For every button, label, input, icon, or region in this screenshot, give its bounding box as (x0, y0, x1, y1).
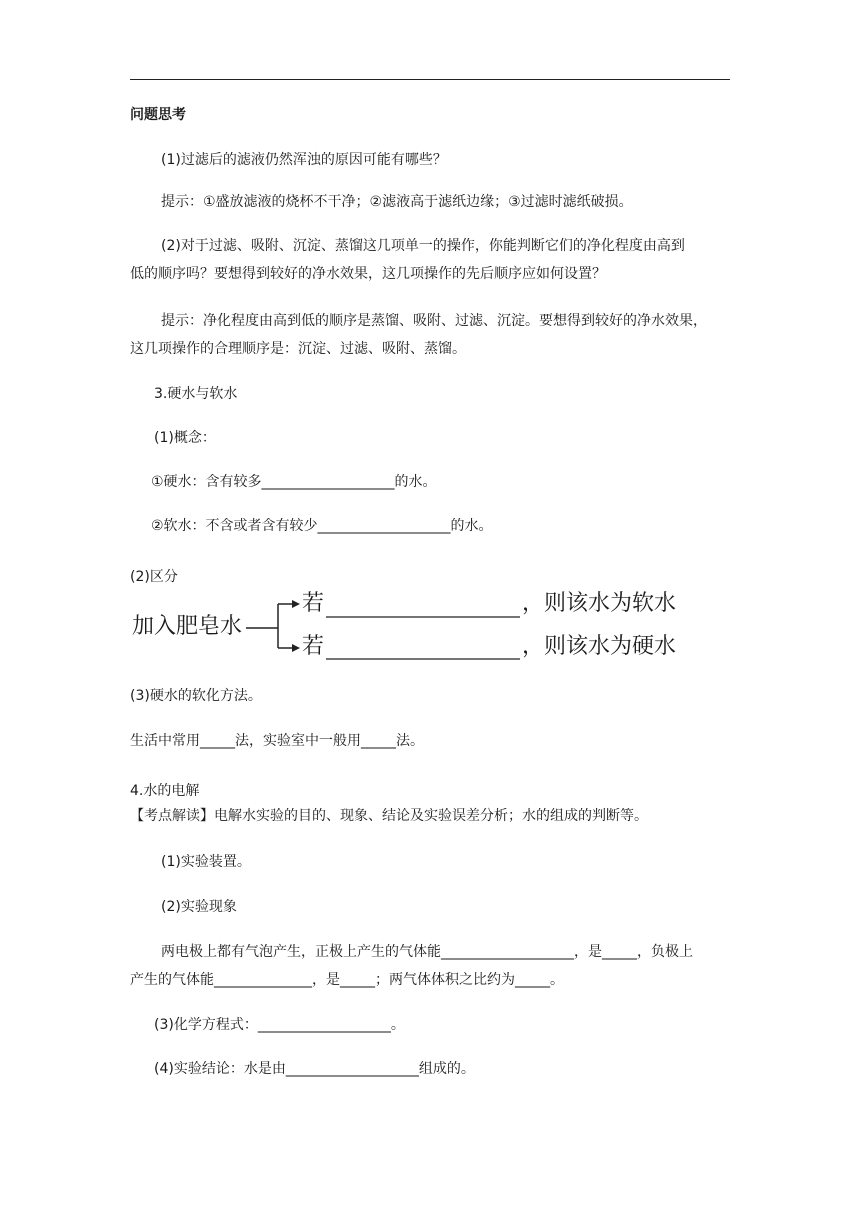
heading-phenomenon: (2)实验现象 (161, 899, 237, 915)
heading-apparatus: (1)实验装置。 (161, 854, 251, 870)
hard-water-definition: ①硬水：含有较多___________________的水。 (151, 474, 437, 490)
softening-methods: 生活中常用_____法，实验室中一般用_____法。 (130, 733, 424, 749)
heading-concept: (1)概念： (154, 430, 216, 446)
answer-2-line-1: 提示：净化程度由高到低的顺序是蒸馏、吸附、过滤、沉淀。要想得到较好的净水效果， (161, 313, 707, 329)
diagram-branch1-prefix: 若 (302, 591, 325, 616)
heading-equation: (3)化学方程式：___________________。 (154, 1017, 405, 1033)
heading-softening: (3)硬水的软化方法。 (130, 688, 262, 704)
answer-2-line-2: 这几项操作的合理顺序是：沉淀、过滤、吸附、蒸馏。 (130, 341, 466, 357)
header-rule (130, 79, 730, 80)
heading-distinguish: (2)区分 (130, 569, 178, 585)
answer-1: 提示：①盛放滤液的烧杯不干净；②滤液高于滤纸边缘；③过滤时滤纸破损。 (161, 194, 633, 210)
heading-conclusion: (4)实验结论：水是由___________________组成的。 (154, 1061, 475, 1077)
diagram-branch1-result: ，则该水为软水 (522, 591, 677, 616)
heading-electrolysis: 4.水的电解 (130, 783, 200, 799)
heading-hard-soft-water: 3.硬水与软水 (154, 386, 238, 402)
question-2-line-1: (2)对于过滤、吸附、沉淀、蒸馏这几项单一的操作，你能判断它们的净化程度由高到 (161, 238, 685, 254)
section-title: 问题思考 (130, 107, 186, 123)
diagram-branch2-result: ，则该水为硬水 (522, 634, 677, 659)
phenomenon-line-2: 产生的气体能______________，是_____；两气体体积之比约为_____。 (130, 972, 564, 988)
phenomenon-line-1: 两电极上都有气泡产生，正极上产生的气体能___________________，是_____，负极上 (161, 944, 693, 960)
diagram-start-label: 加入肥皂水 (132, 614, 243, 639)
diagram-branch2-prefix: 若 (302, 634, 325, 659)
question-2-line-2: 低的顺序吗？要想得到较好的净水效果，这几项操作的先后顺序应如何设置？ (130, 266, 606, 282)
soap-water-diagram (130, 590, 690, 670)
question-1: (1)过滤后的滤液仍然浑浊的原因可能有哪些？ (161, 152, 447, 168)
exam-point: 【考点解读】电解水实验的目的、现象、结论及实验误差分析；水的组成的判断等。 (130, 808, 648, 824)
soft-water-definition: ②软水：不含或者含有较少___________________的水。 (151, 518, 493, 534)
